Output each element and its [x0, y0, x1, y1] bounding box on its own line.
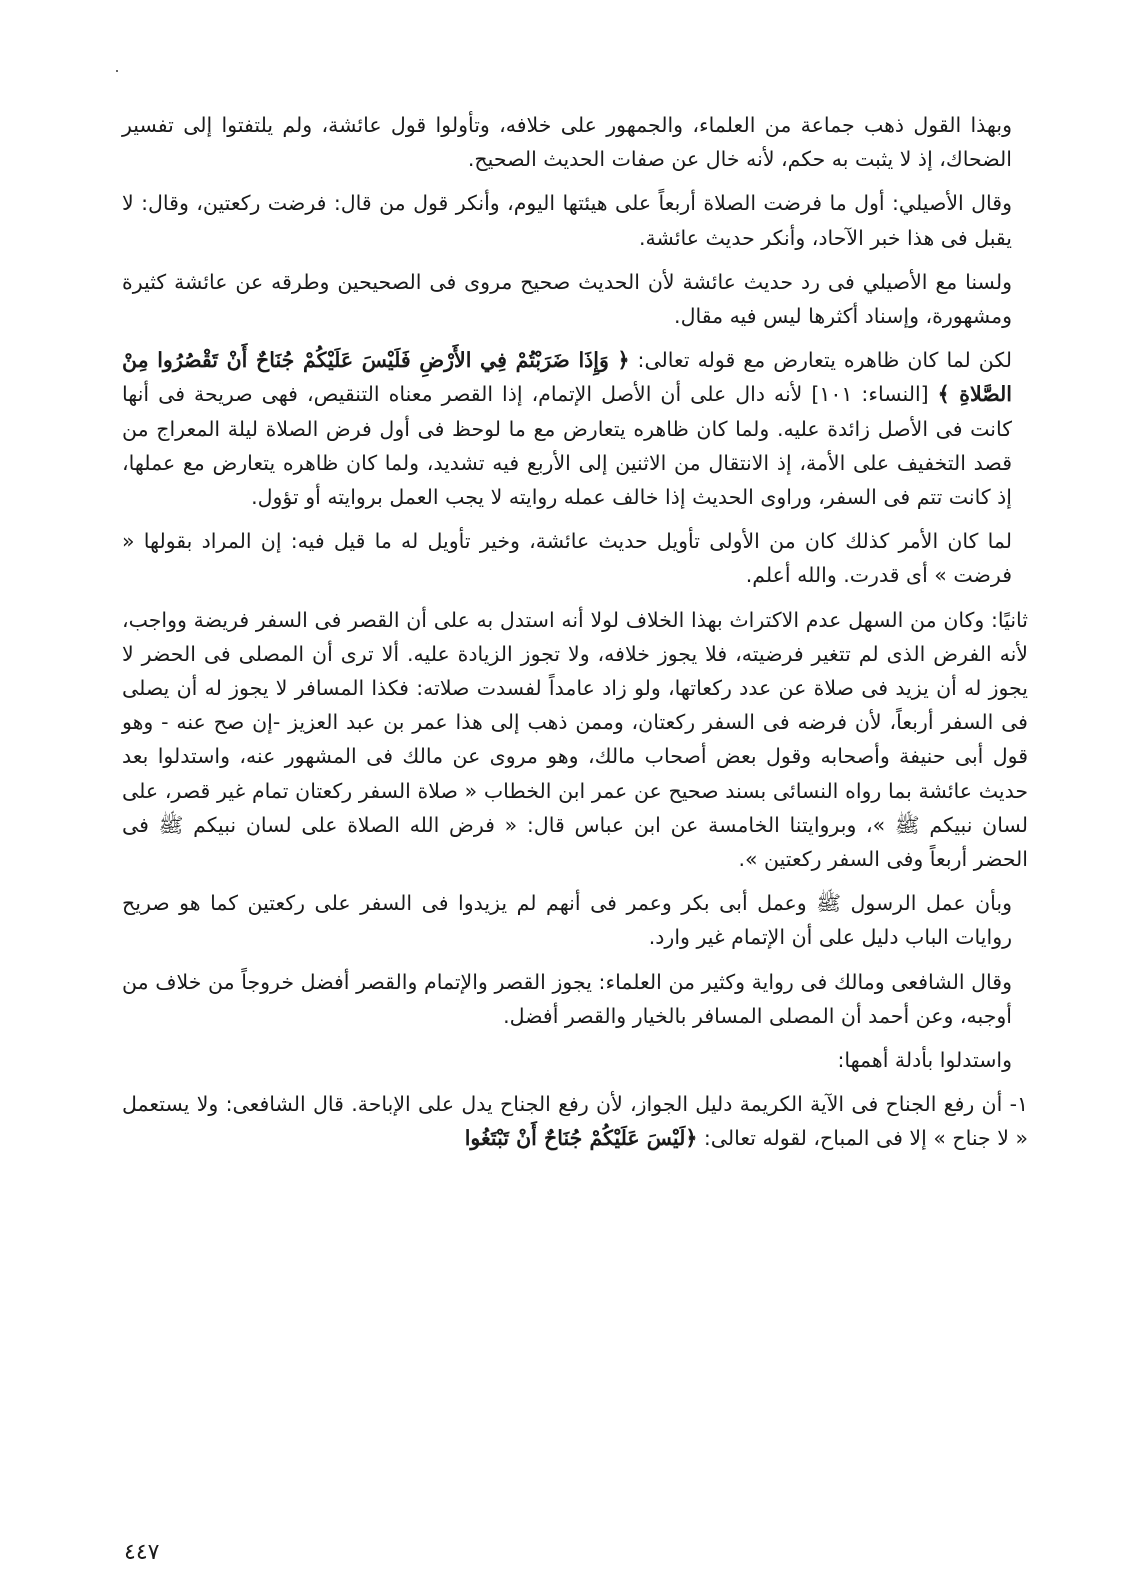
paragraph-7: وبأن عمل الرسول ﷺ وعمل أبى بكر وعمر فى أنهم لم يزيدوا فى السفر على ركعتين كما هو صريح روايات الباب دليل على أن الإتمام غير وارد.	[122, 891, 1012, 950]
quran-verse: ﴿ وَإِذَا ضَرَبْتُمْ فِي الأَرْضِ فَلَيْسَ عَلَيْكُمْ جُنَاحٌ أَنْ تَقْصُرُوا مِنْ الصَّلاةِ ﴾	[122, 348, 1012, 407]
paragraph-6: ثانيًا: وكان من السهل عدم الاكتراث بهذا الخلاف لولا أنه استدل به على أن القصر فى السفر فريضة وواجب، لأنه الفرض الذى لم تتغير فرضيته، فلا يجوز خلافه، ولا تجوز الزيادة عليه. ألا ترى أن المصلى فى الحضر لا يجوز له أن يزيد فى صلاة عن عدد ركعاتها، ولو زاد عامداً لفسدت صلاته: فكذا المسافر لا يجوز له أن يصلى فى السفر أربعاً، لأن فرضه فى السفر ركعتان، وممن ذهب إلى هذا عمر بن عبد العزيز -إن صح عنه - وهو قول أبى حنيفة وأصحابه وقول بعض أصحاب مالك، وهو مروى عن مالك فى المشهور عنه، واستدلوا بعد حديث عائشة بما رواه النسائى بسند صحيح عن عمر ابن الخطاب « صلاة السفر ركعتان تمام غير قصر، على لسان نبيكم ﷺ »، وبروايتنا الخامسة عن ابن عباس قال: « فرض الله الصلاة على لسان نبيكم ﷺ فى الحضر أربعاً وفى السفر ركعتين ».	[122, 607, 1028, 872]
document-body	[122, 108, 1028, 1166]
paragraph-8: وقال الشافعى ومالك فى رواية وكثير من العلماء: يجوز القصر والإتمام والقصر أفضل خروجاً من خلاف من أوجبه، وعن أحمد أن المصلى المسافر بالخيار والقصر أفضل.	[122, 969, 1012, 1028]
paragraph-2: وقال الأصيلي: أول ما فرضت الصلاة أربعاً على هيئتها اليوم، وأنكر قول من قال: فرضت ركعتين، وقال: لا يقبل فى هذا خبر الآحاد، وأنكر حديث عائشة.	[122, 191, 1012, 250]
page-number: ٤٤٧	[124, 1540, 160, 1565]
quran-verse-2: ﴿لَيْسَ عَلَيْكُمْ جُنَاحٌ أَنْ تَبْتَغُوا	[464, 1126, 698, 1151]
list-item-1	[122, 1087, 1028, 1155]
paragraph-1: وبهذا القول ذهب جماعة من العلماء، والجمهور على خلافه، وتأولوا قول عائشة، ولم يلتفتوا إلى تفسير الضحاك، إذ لا يثبت به حكم، لأنه خال عن صفات الحديث الصحيح.	[122, 113, 1012, 172]
paragraph-9: واستدلوا بأدلة أهمها:	[837, 1048, 1012, 1073]
paragraph-4-intro: لكن لما كان ظاهره يتعارض مع قوله تعالى:	[629, 348, 1012, 373]
list-item-1-text: ١- أن رفع الجناح فى الآية الكريمة دليل الجواز، لأن رفع الجناح يدل على الإباحة. قال الشافعى: ولا يستعمل « لا جناح » إلا فى المباح، لقوله تعالى:	[122, 1092, 1028, 1151]
paragraph-3: ولسنا مع الأصيلي فى رد حديث عائشة لأن الحديث صحيح مروى فى الصحيحين وطرقه عن عائشة كثيرة ومشهورة، وإسناد أكثرها ليس فيه مقال.	[122, 269, 1012, 329]
paragraph-4	[122, 343, 1012, 514]
paragraph-5: لما كان الأمر كذلك كان من الأولى تأويل حديث عائشة، وخير تأويل له ما قيل فيه: إن المراد بقولها « فرضت » أى قدرت. والله أعلم.	[122, 529, 1012, 588]
scan-speck	[116, 70, 118, 72]
paragraph-4-body: [النساء: ١٠١] لأنه دال على أن الأصل الإتمام، إذا القصر معناه التنقيص، فهى صريحة فى أنها كانت فى الأصل زائدة عليه. ولما كان ظاهره يتعارض مع ما لوحظ فى أول فرض الصلاة ليلة المعراج من قصد التخفيف على الأمة، إذ الانتقال من الاثنين إلى الأربع فيه تشديد، ولما كان ظاهره يتعارض مع عملها، إذ كانت تتم فى السفر، وراوى الحديث إذا خالف عمله روايته لا يجب العمل بروايته أو تؤول.	[122, 382, 1012, 510]
